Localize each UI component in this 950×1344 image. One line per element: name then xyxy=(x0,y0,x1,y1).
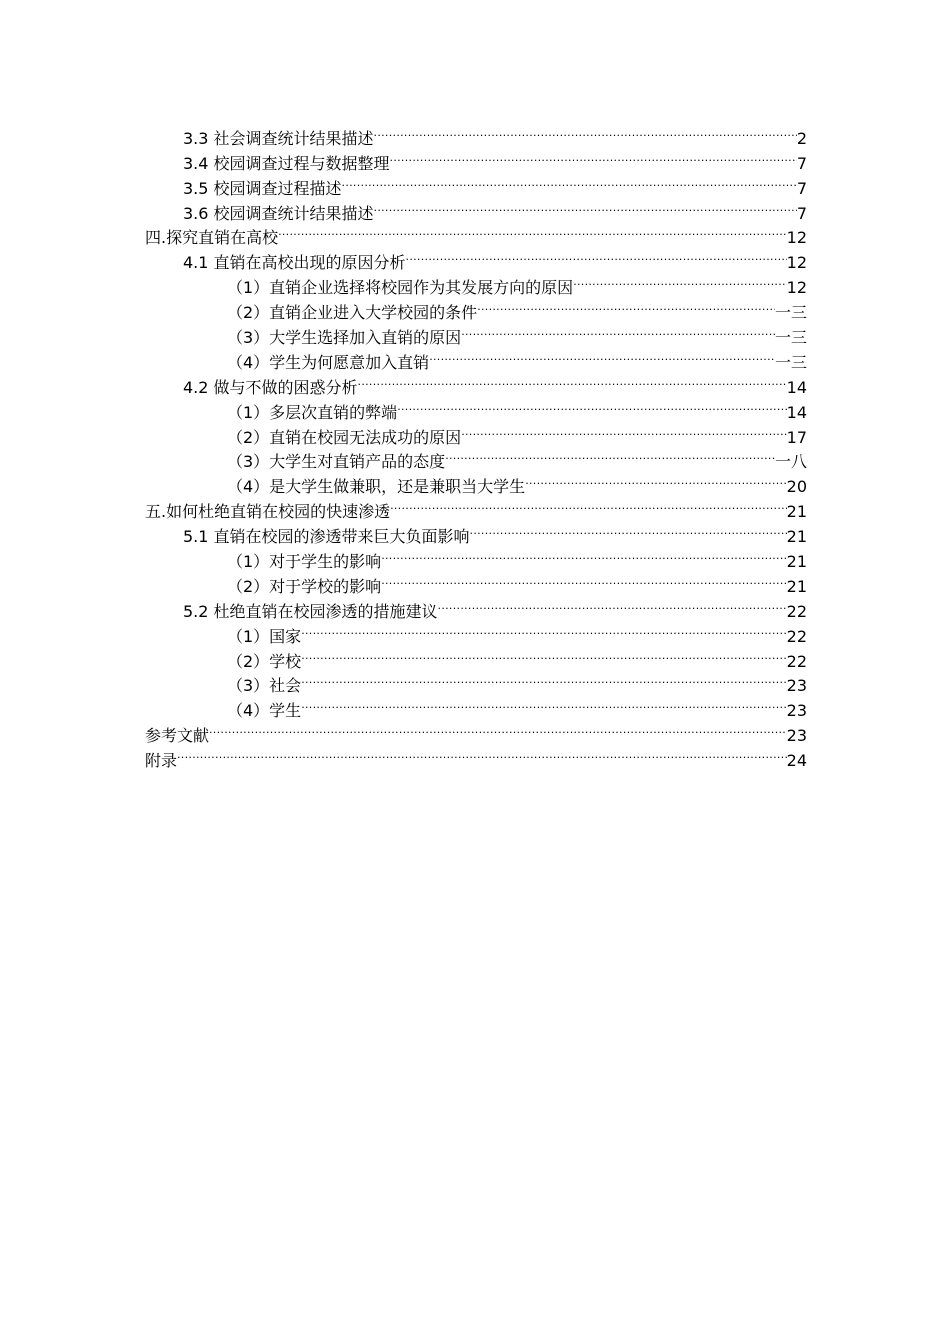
toc-entry[interactable] xyxy=(145,249,807,274)
toc-entry-title: 3.6 校园调查统计结果描述 xyxy=(183,203,374,223)
toc-entry-title: （2）对于学校的影响 xyxy=(227,576,382,596)
toc-entry-title: 四.探究直销在高校 xyxy=(145,228,279,248)
toc-entry[interactable] xyxy=(145,150,807,175)
toc-entry[interactable] xyxy=(145,673,807,698)
toc-page-number: 22 xyxy=(786,626,807,646)
toc-entry-title: （2）直销企业进入大学校园的条件 xyxy=(227,303,478,323)
toc-entry-title: 附录 xyxy=(145,751,178,771)
toc-entry-title: 3.4 校园调查过程与数据整理 xyxy=(183,153,390,173)
toc-entry[interactable] xyxy=(145,747,807,772)
toc-dot-leader xyxy=(342,178,797,200)
toc-dot-leader xyxy=(470,526,787,548)
toc-entry-title: （4）是大学生做兼职，还是兼职当大学生 xyxy=(227,477,526,497)
toc-dot-leader xyxy=(278,227,787,249)
toc-dot-leader xyxy=(301,626,786,648)
toc-entry[interactable] xyxy=(145,623,807,648)
toc-entry-title: （4）学生 xyxy=(227,701,302,721)
toc-entry-title: （4）学生为何愿意加入直销 xyxy=(227,352,430,372)
toc-dot-leader xyxy=(429,352,775,374)
toc-dot-leader xyxy=(525,476,786,498)
toc-entry[interactable] xyxy=(145,523,807,548)
toc-page-number: 12 xyxy=(786,253,807,273)
toc-entry[interactable] xyxy=(145,324,807,349)
toc-page-number: 7 xyxy=(796,153,807,173)
toc-entry[interactable] xyxy=(145,722,807,747)
toc-entry[interactable] xyxy=(145,399,807,424)
toc-page-number: 7 xyxy=(796,203,807,223)
toc-entry[interactable] xyxy=(145,200,807,225)
toc-entry-title: 4.2 做与不做的困惑分析 xyxy=(183,377,358,397)
toc-entry-title: 5.2 杜绝直销在校园渗透的措施建议 xyxy=(183,601,438,621)
toc-entry[interactable] xyxy=(145,449,807,474)
toc-entry[interactable] xyxy=(145,175,807,200)
toc-entry[interactable] xyxy=(145,598,807,623)
toc-entry-title: 参考文献 xyxy=(145,726,210,746)
toc-dot-leader xyxy=(397,402,786,424)
toc-entry[interactable] xyxy=(145,225,807,250)
toc-page-number: 21 xyxy=(786,527,807,547)
toc-dot-leader xyxy=(406,252,787,274)
toc-entry[interactable] xyxy=(145,299,807,324)
toc-entry[interactable] xyxy=(145,374,807,399)
toc-entry-title: （3）大学生选择加入直销的原因 xyxy=(227,328,462,348)
toc-entry[interactable] xyxy=(145,648,807,673)
toc-entry[interactable] xyxy=(145,424,807,449)
toc-entry-title: 5.1 直销在校园的渗透带来巨大负面影响 xyxy=(183,527,470,547)
toc-page-number: 23 xyxy=(786,701,807,721)
toc-page-number: 14 xyxy=(786,377,807,397)
toc-dot-leader xyxy=(477,302,775,324)
toc-dot-leader xyxy=(461,427,786,449)
toc-dot-leader xyxy=(381,551,786,573)
toc-entry[interactable] xyxy=(145,548,807,573)
toc-dot-leader xyxy=(301,700,786,722)
toc-page-number: 21 xyxy=(786,502,807,522)
toc-entry-title: （1）国家 xyxy=(227,626,302,646)
toc-page-number: 23 xyxy=(786,726,807,746)
toc-entry[interactable] xyxy=(145,473,807,498)
toc-entry[interactable] xyxy=(145,697,807,722)
toc-entry[interactable] xyxy=(145,274,807,299)
toc-dot-leader xyxy=(381,576,786,598)
toc-entry-title: 4.1 直销在高校出现的原因分析 xyxy=(183,253,406,273)
toc-page-number: 一三 xyxy=(774,352,807,372)
toc-dot-leader xyxy=(374,128,797,150)
toc-entry-title: （1）对于学生的影响 xyxy=(227,552,382,572)
toc-entry-title: （3）大学生对直销产品的态度 xyxy=(227,452,446,472)
toc-entry-title: （2）学校 xyxy=(227,651,302,671)
toc-dot-leader xyxy=(390,501,787,523)
toc-page-number: 17 xyxy=(786,427,807,447)
toc-dot-leader xyxy=(438,601,787,623)
toc-entry-title: （2）直销在校园无法成功的原因 xyxy=(227,427,462,447)
toc-dot-leader xyxy=(301,675,786,697)
toc-entry[interactable] xyxy=(145,573,807,598)
toc-page-number: 一三 xyxy=(774,328,807,348)
toc-dot-leader xyxy=(301,651,786,673)
toc-dot-leader xyxy=(374,203,797,225)
toc-page-number: 12 xyxy=(786,278,807,298)
toc-page-number: 22 xyxy=(786,601,807,621)
toc-page-number: 一三 xyxy=(774,303,807,323)
toc-dot-leader xyxy=(445,451,775,473)
toc-dot-leader xyxy=(390,153,797,175)
toc-page-number: 21 xyxy=(786,552,807,572)
toc-dot-leader xyxy=(461,327,775,349)
toc-page-number: 12 xyxy=(786,228,807,248)
toc-entry[interactable] xyxy=(145,125,807,150)
toc-entry-title: 3.3 社会调查统计结果描述 xyxy=(183,128,374,148)
toc-dot-leader xyxy=(177,750,787,772)
toc-entry-title: 3.5 校园调查过程描述 xyxy=(183,178,342,198)
toc-page-number: 23 xyxy=(786,676,807,696)
toc-page-number: 一八 xyxy=(774,452,807,472)
toc-entry-title: 五.如何杜绝直销在校园的快速渗透 xyxy=(145,502,391,522)
toc-page-number: 7 xyxy=(796,178,807,198)
toc-dot-leader xyxy=(209,725,787,747)
toc-entry-title: （1）多层次直销的弊端 xyxy=(227,402,398,422)
toc-page-number: 21 xyxy=(786,576,807,596)
toc-page-number: 24 xyxy=(786,751,807,771)
toc-entry[interactable] xyxy=(145,498,807,523)
toc-page-number: 2 xyxy=(796,128,807,148)
toc-dot-leader xyxy=(358,377,787,399)
table-of-contents xyxy=(145,125,807,772)
toc-entry-title: （3）社会 xyxy=(227,676,302,696)
toc-entry-title: （1）直销企业选择将校园作为其发展方向的原因 xyxy=(227,278,574,298)
toc-page-number: 22 xyxy=(786,651,807,671)
toc-page-number: 14 xyxy=(786,402,807,422)
toc-page-number: 20 xyxy=(786,477,807,497)
toc-entry[interactable] xyxy=(145,349,807,374)
toc-dot-leader xyxy=(573,277,786,299)
